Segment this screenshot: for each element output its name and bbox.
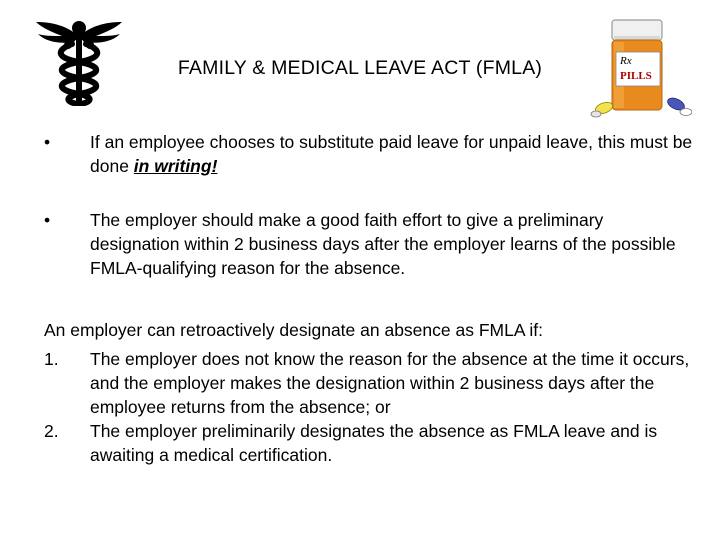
- list-number: 1.: [44, 349, 59, 369]
- bullet-text: The employer should make a good faith effort to give a preliminary designation within 2 business days after the employer learns of the possible FMLA-qualifying reason for the absence.: [90, 210, 676, 278]
- pill-label: PILLS: [620, 70, 652, 82]
- list-text: The employer preliminarily designates the absence as FMLA leave and is awaiting a medical certification.: [90, 421, 658, 465]
- list-item: [44, 347, 694, 419]
- numbered-list: [44, 347, 694, 467]
- bullet-marker: •: [44, 132, 51, 152]
- rx-label: Rx: [620, 55, 632, 67]
- list-number: 2.: [44, 421, 59, 441]
- bullet-item: [44, 208, 694, 280]
- intro-paragraph: An employer can retroactively designate an absence as FMLA if:: [44, 320, 544, 340]
- list-item: [44, 419, 694, 467]
- list-text: The employer does not know the reason for the absence at the time it occurs, and the employer makes the designation within 2 business days after the employee returns from the absence; or: [90, 349, 690, 417]
- bullet-item: [44, 130, 694, 178]
- bullet-list: [44, 130, 694, 310]
- pill-bottle-icon: [590, 18, 692, 118]
- bullet-text: If an employee chooses to substitute paid leave for unpaid leave, this must be done: [90, 132, 693, 176]
- bullet-emphasis: in writing!: [133, 156, 218, 176]
- page-title: FAMILY & MEDICAL LEAVE ACT (FMLA): [177, 57, 543, 79]
- bullet-marker: •: [44, 210, 51, 230]
